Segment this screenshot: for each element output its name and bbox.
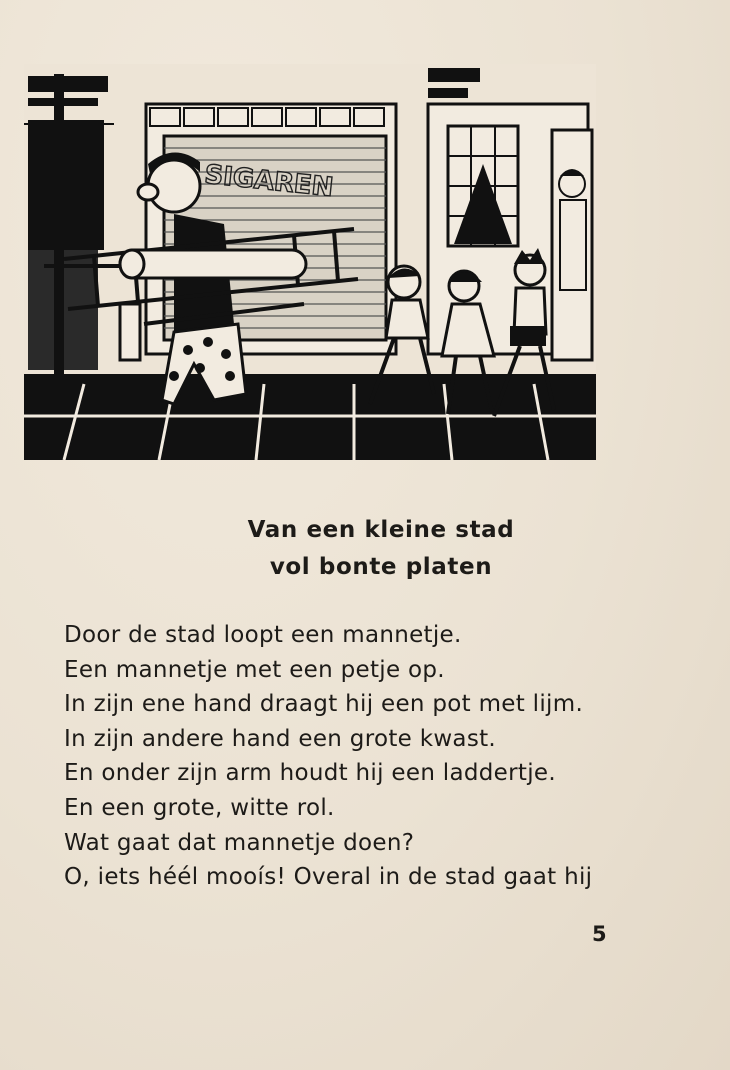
text-line: Wat gaat dat mannetje doen? bbox=[64, 829, 415, 856]
text-line: In zijn ene hand draagt hij een pot met lijm. bbox=[64, 691, 584, 718]
title-line-2: vol bonte platen bbox=[269, 554, 493, 580]
story-title bbox=[0, 512, 730, 586]
street-illustration bbox=[24, 64, 596, 460]
page-number: 5 bbox=[592, 922, 607, 946]
text-line: In zijn andere hand een grote kwast. bbox=[64, 725, 497, 752]
text-line: En een grote, witte rol. bbox=[64, 794, 335, 821]
story-text bbox=[64, 618, 624, 895]
pavement bbox=[24, 374, 596, 460]
title-line-1: Van een kleine stad bbox=[247, 517, 515, 543]
shop-sign: SIGAREN bbox=[203, 159, 335, 204]
text-line: Door de stad loopt een mannetje. bbox=[64, 622, 462, 648]
text-line: O, iets héél mooís! Overal in de stad gaat hij bbox=[64, 864, 593, 891]
text-line: Een mannetje met een petje op. bbox=[64, 656, 445, 683]
text-line: En onder zijn arm houdt hij een laddertje. bbox=[64, 760, 556, 787]
